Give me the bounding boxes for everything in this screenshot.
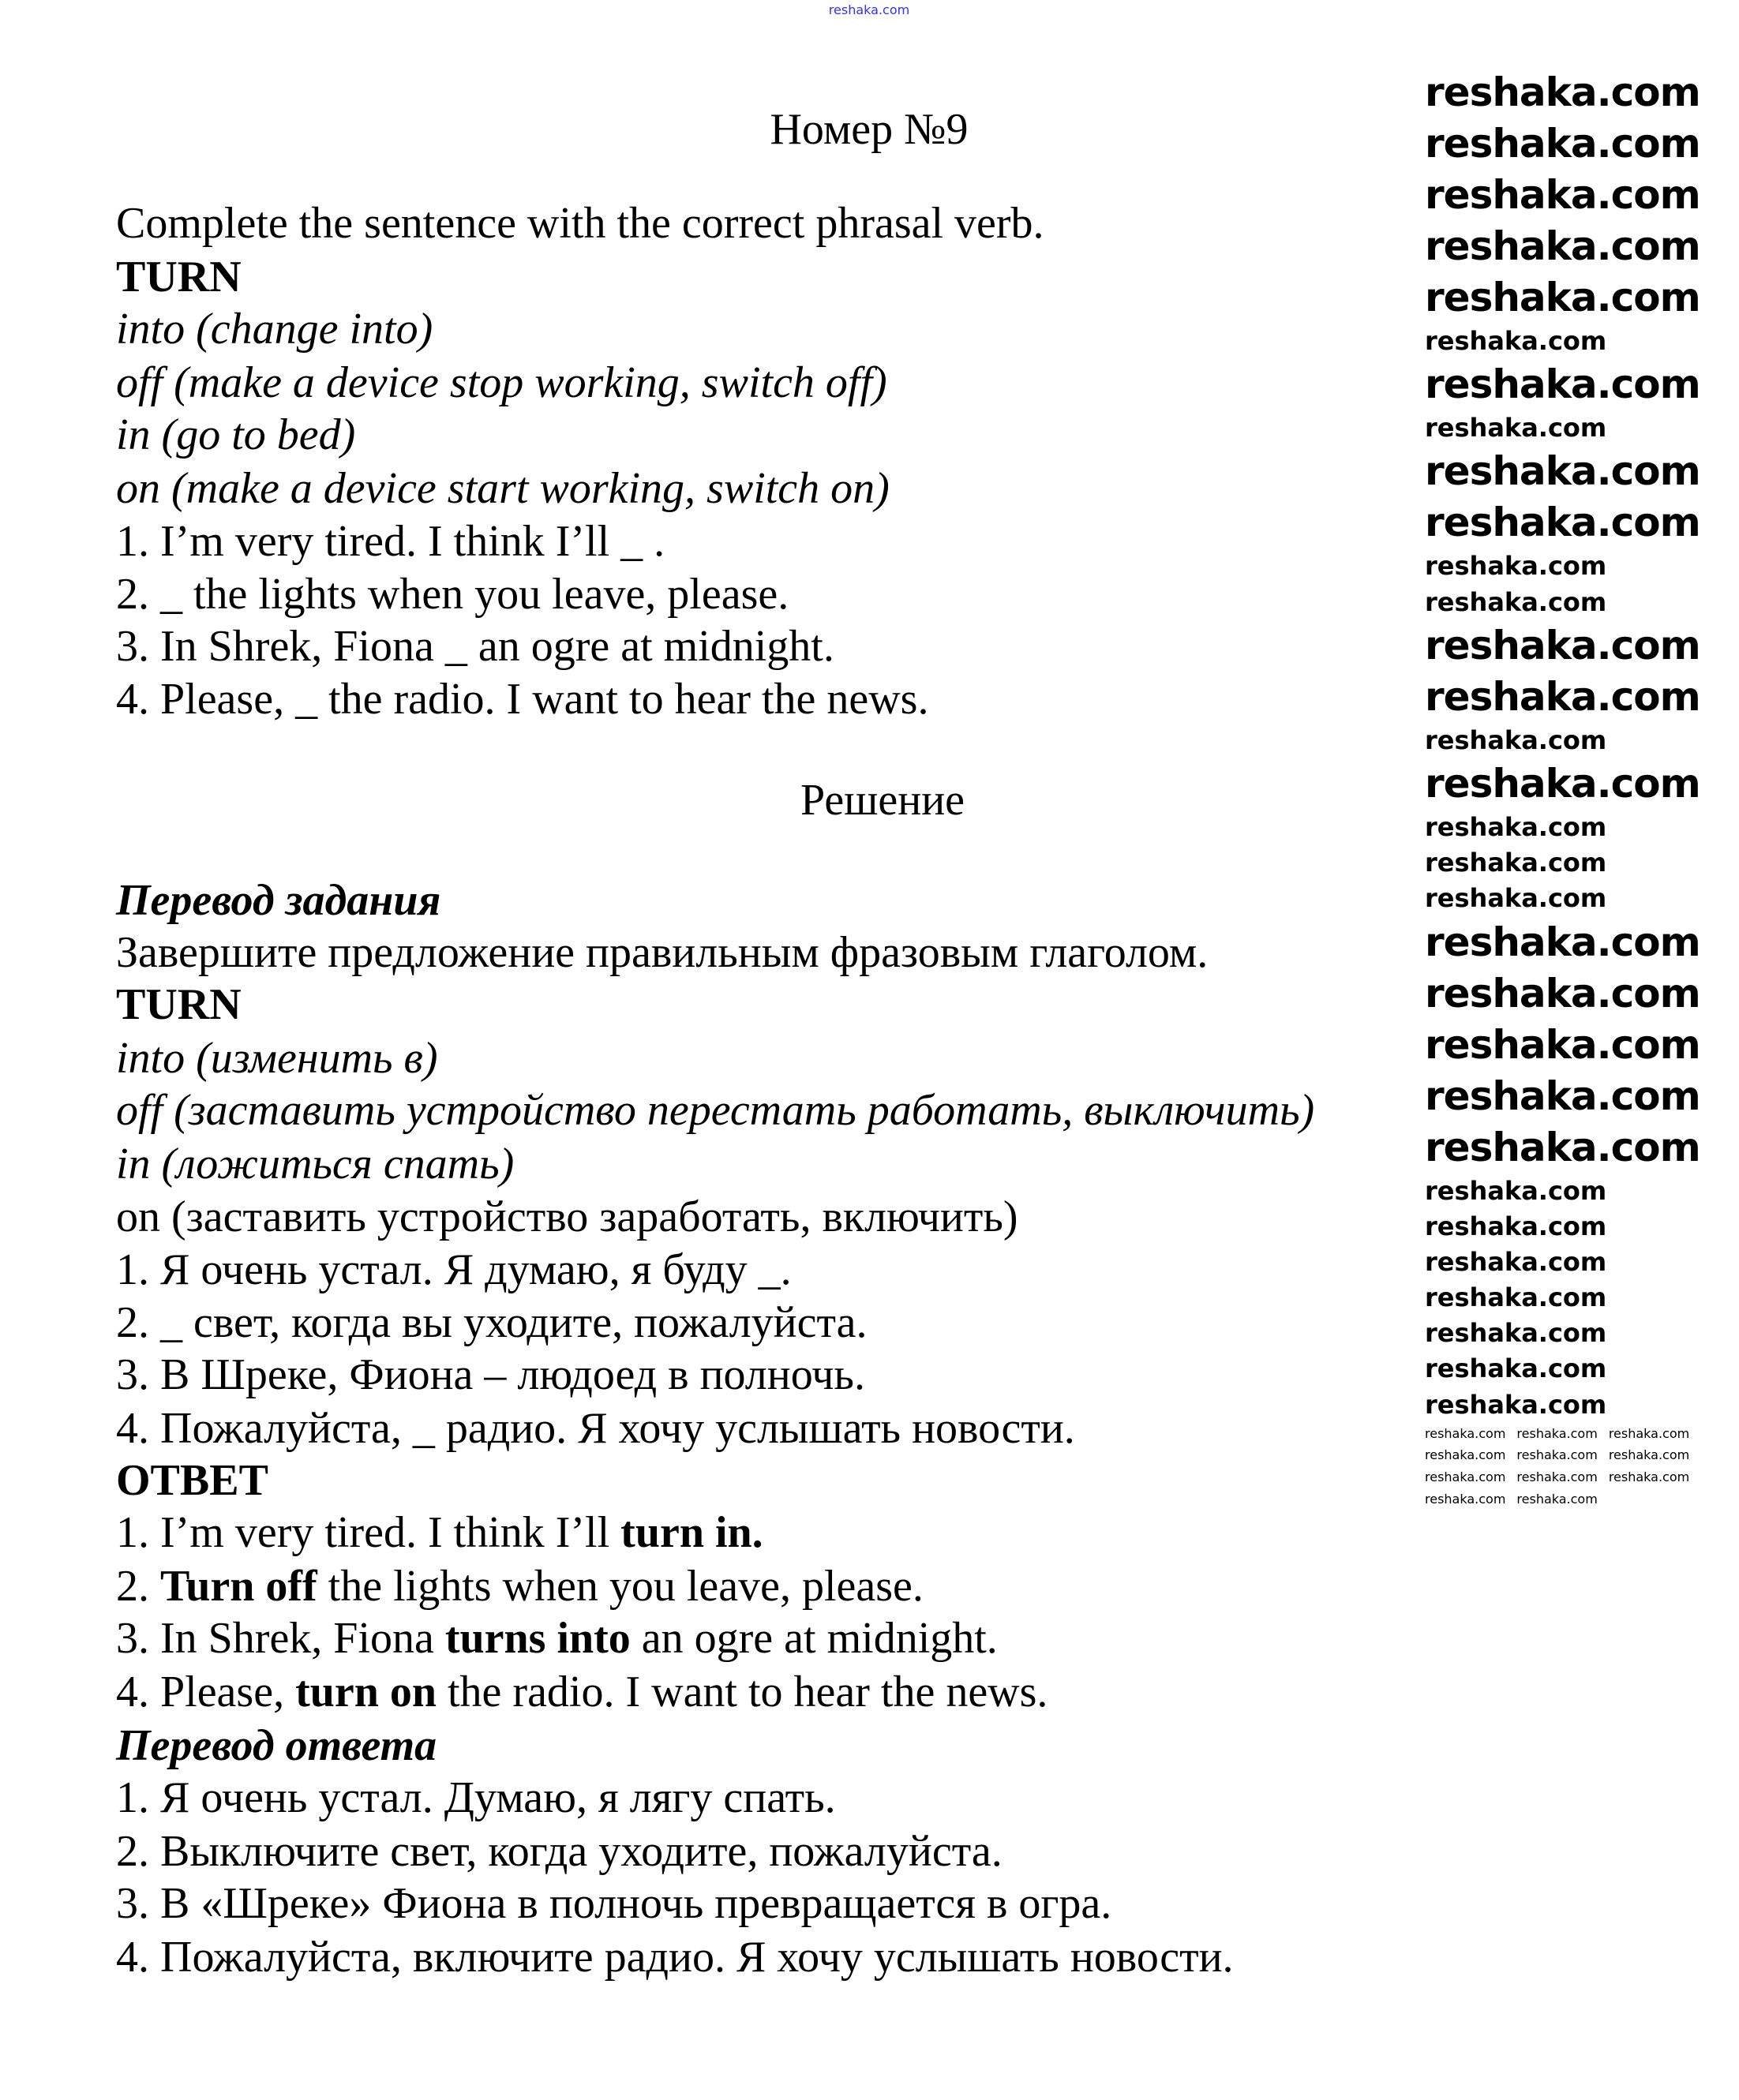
watermark: reshaka.com xyxy=(1425,1124,1700,1170)
watermark: reshaka.com xyxy=(1425,1353,1607,1384)
watermark: reshaka.com xyxy=(1608,1447,1690,1463)
watermark: reshaka.com xyxy=(1425,1318,1607,1349)
verb-heading xyxy=(116,252,242,301)
text-segment: Complete the sentence with the correct phrasal verb. xyxy=(116,199,1044,249)
watermark: reshaka.com xyxy=(1516,1447,1598,1463)
text-segment: the radio. I want to hear the news. xyxy=(437,1668,1048,1717)
text-segment: Номер №9 xyxy=(770,105,969,155)
translated-off xyxy=(116,1085,1315,1135)
watermark-top-link[interactable]: reshaka.com xyxy=(828,2,910,17)
watermark: reshaka.com xyxy=(1425,1175,1607,1206)
watermark: reshaka.com xyxy=(1425,275,1700,320)
solution-heading xyxy=(800,775,965,825)
text-segment: 3. In Shrek, Fiona _ an ogre at midnight. xyxy=(116,621,834,671)
watermark: reshaka.com xyxy=(1425,1021,1700,1068)
translated-on xyxy=(116,1192,1018,1242)
watermark: reshaka.com xyxy=(1425,172,1700,218)
watermark: reshaka.com xyxy=(1516,1469,1598,1484)
text-segment: on (make a device start working, switch on) xyxy=(116,463,890,513)
watermark: reshaka.com xyxy=(1608,1469,1690,1484)
watermark: reshaka.com xyxy=(1425,848,1607,878)
sentence-1 xyxy=(116,517,665,567)
translated-sentence-2 xyxy=(116,1298,868,1348)
watermark: reshaka.com xyxy=(1425,361,1700,408)
text-segment: 2. Выключите свет, когда уходите, пожалуйста. xyxy=(116,1826,1003,1876)
watermark: reshaka.com xyxy=(1425,448,1700,495)
text-segment: TURN xyxy=(116,979,242,1029)
meaning-off xyxy=(116,357,887,407)
answer-translation-heading xyxy=(116,1720,437,1770)
translated-sentence-1 xyxy=(116,1245,792,1294)
translated-verb-heading xyxy=(116,979,242,1029)
watermark: reshaka.com xyxy=(1425,1246,1607,1277)
watermark: reshaka.com xyxy=(1425,326,1607,356)
answer-1 xyxy=(116,1508,763,1558)
translated-in xyxy=(116,1139,515,1189)
watermark: reshaka.com xyxy=(1425,500,1700,546)
answer-translation-1 xyxy=(116,1773,836,1823)
task-instruction xyxy=(116,199,1044,249)
text-segment: 4. Please, xyxy=(116,1668,296,1717)
answer-4 xyxy=(116,1668,1048,1717)
text-segment: off (заставить устройство перестать работать, выключить) xyxy=(116,1085,1315,1135)
watermark-column xyxy=(1425,71,1733,1506)
text-segment: Завершите предложение правильным фразовым глаголом. xyxy=(116,927,1209,977)
answer-phrasal-verb: turn on xyxy=(295,1668,437,1717)
text-segment: an ogre at midnight. xyxy=(630,1614,998,1664)
meaning-in xyxy=(116,410,356,459)
watermark: reshaka.com xyxy=(1425,673,1700,720)
watermark: reshaka.com xyxy=(1425,1447,1506,1463)
watermark: reshaka.com xyxy=(1425,223,1700,269)
answer-2 xyxy=(116,1562,924,1611)
text-segment: 4. Пожалуйста, включите радио. Я хочу услышать новости. xyxy=(116,1932,1234,1982)
meaning-on xyxy=(116,463,890,513)
text-segment: 3. In Shrek, Fiona xyxy=(116,1614,445,1664)
watermark: reshaka.com xyxy=(1516,1491,1598,1507)
watermark: reshaka.com xyxy=(1608,1425,1690,1441)
text-segment: off (make a device stop working, switch off) xyxy=(116,357,887,407)
watermark: reshaka.com xyxy=(1425,586,1607,617)
text-segment: on (заставить устройство заработать, включить) xyxy=(116,1192,1018,1242)
watermark: reshaka.com xyxy=(1425,1282,1607,1313)
answer-heading xyxy=(116,1456,268,1506)
answer-phrasal-verb: turn in. xyxy=(620,1508,763,1558)
watermark: reshaka.com xyxy=(1425,413,1607,444)
watermark: reshaka.com xyxy=(1425,1425,1506,1441)
watermark: reshaka.com xyxy=(1425,69,1700,115)
watermark: reshaka.com xyxy=(1425,551,1607,582)
text-segment: into (изменить в) xyxy=(116,1033,438,1083)
watermark: reshaka.com xyxy=(1425,1469,1506,1484)
text-segment: TURN xyxy=(116,252,242,301)
watermark: reshaka.com xyxy=(1425,1491,1506,1507)
translated-instruction xyxy=(116,927,1209,977)
watermark: reshaka.com xyxy=(1425,1072,1700,1119)
text-segment: in (ложиться спать) xyxy=(116,1139,515,1189)
text-segment: 1. I’m very tired. I think I’ll _ . xyxy=(116,517,665,567)
translation-heading xyxy=(116,875,441,925)
sentence-3 xyxy=(116,621,834,671)
answer-phrasal-verb: turns into xyxy=(444,1614,631,1664)
watermark: reshaka.com xyxy=(1425,883,1607,914)
text-segment: the lights when you leave, please. xyxy=(317,1562,924,1611)
text-segment: 3. В Шреке, Фиона – людоед в полночь. xyxy=(116,1350,865,1400)
sentence-4 xyxy=(116,675,929,724)
answer-translation-3 xyxy=(116,1878,1112,1928)
text-segment: in (go to bed) xyxy=(116,410,356,459)
text-segment: Перевод задания xyxy=(116,875,441,925)
watermark: reshaka.com xyxy=(1516,1425,1598,1441)
text-segment: 3. В «Шреке» Фиона в полночь превращается в огра. xyxy=(116,1878,1112,1928)
text-segment: 4. Пожалуйста, _ радио. Я хочу услышать новости. xyxy=(116,1404,1075,1454)
watermark: reshaka.com xyxy=(1425,760,1700,807)
text-segment: 2. _ свет, когда вы уходите, пожалуйста. xyxy=(116,1298,868,1348)
text-segment: 2. _ the lights when you leave, please. xyxy=(116,569,789,619)
watermark: reshaka.com xyxy=(1425,724,1607,755)
watermark: reshaka.com xyxy=(1425,1389,1607,1420)
text-segment: into (change into) xyxy=(116,304,433,354)
answer-3 xyxy=(116,1614,998,1664)
watermark: reshaka.com xyxy=(1425,121,1700,167)
text-segment: 2. xyxy=(116,1562,160,1611)
sentence-2 xyxy=(116,569,789,619)
text-segment: 1. Я очень устал. Думаю, я лягу спать. xyxy=(116,1773,836,1823)
watermark: reshaka.com xyxy=(1425,1211,1607,1241)
translated-sentence-3 xyxy=(116,1350,865,1400)
answer-translation-4 xyxy=(116,1932,1234,1982)
watermark: reshaka.com xyxy=(1425,970,1700,1016)
watermark: reshaka.com xyxy=(1425,622,1700,668)
text-segment: 1. Я очень устал. Я думаю, я буду _. xyxy=(116,1245,792,1294)
answer-translation-2 xyxy=(116,1826,1003,1876)
translated-sentence-4 xyxy=(116,1404,1075,1454)
translated-into xyxy=(116,1033,438,1083)
text-segment: 1. I’m very tired. I think I’ll xyxy=(116,1508,621,1558)
meaning-into xyxy=(116,304,433,354)
text-segment: Решение xyxy=(800,775,965,825)
watermark: reshaka.com xyxy=(1425,919,1700,965)
watermark: reshaka.com xyxy=(1425,811,1607,842)
exercise-title xyxy=(770,105,969,155)
text-segment: ОТВЕТ xyxy=(116,1456,268,1506)
text-segment: 4. Please, _ the radio. I want to hear the news. xyxy=(116,675,929,724)
text-segment: Перевод ответа xyxy=(116,1720,437,1770)
answer-phrasal-verb: Turn off xyxy=(160,1562,317,1611)
